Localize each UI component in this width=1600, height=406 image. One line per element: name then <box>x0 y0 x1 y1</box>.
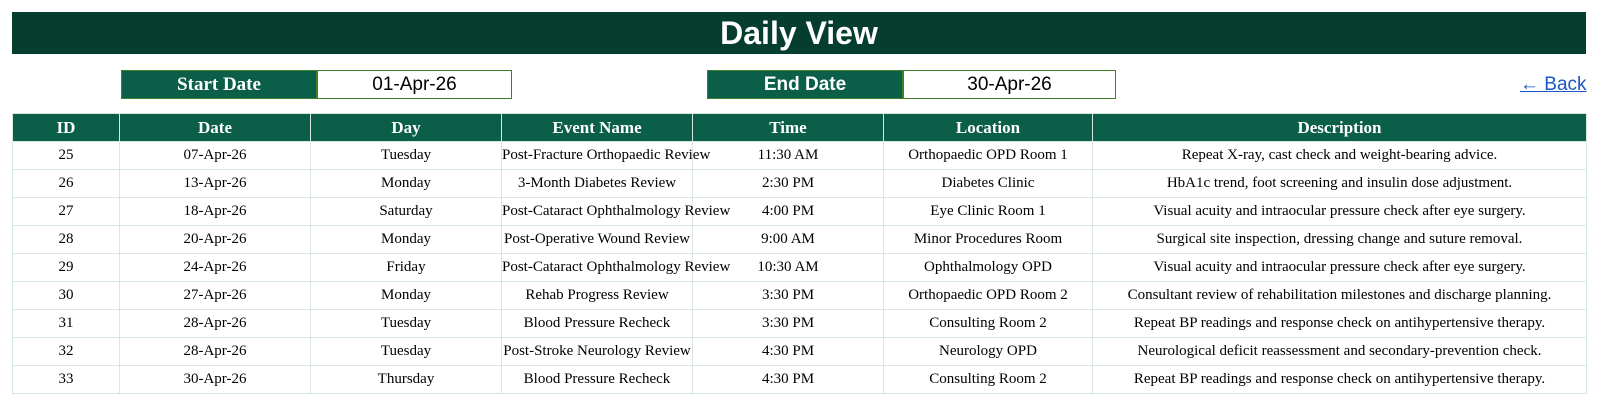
column-header-event-name[interactable]: Event Name <box>502 114 693 142</box>
cell-date[interactable]: 18-Apr-26 <box>120 198 311 226</box>
back-link[interactable]: ← Back <box>1520 74 1587 95</box>
cell-day[interactable]: Saturday <box>311 198 502 226</box>
end-date-field[interactable]: 30-Apr-26 <box>903 70 1116 99</box>
table-row[interactable] <box>13 198 1587 226</box>
cell-time[interactable]: 2:30 PM <box>693 170 884 198</box>
cell-location[interactable]: Neurology OPD <box>884 338 1093 366</box>
cell-event-name[interactable]: Rehab Progress Review <box>502 282 693 310</box>
cell-id[interactable]: 33 <box>13 366 120 394</box>
table-row[interactable] <box>13 170 1587 198</box>
cell-time[interactable]: 3:30 PM <box>693 282 884 310</box>
cell-location[interactable]: Eye Clinic Room 1 <box>884 198 1093 226</box>
cell-time[interactable]: 4:00 PM <box>693 198 884 226</box>
cell-day[interactable]: Monday <box>311 170 502 198</box>
column-header-date[interactable]: Date <box>120 114 311 142</box>
cell-event-name[interactable]: Post-Cataract Ophthalmology Review <box>502 254 693 282</box>
cell-location[interactable]: Consulting Room 2 <box>884 366 1093 394</box>
cell-day[interactable]: Thursday <box>311 366 502 394</box>
cell-location[interactable]: Orthopaedic OPD Room 1 <box>884 142 1093 170</box>
cell-description[interactable]: Visual acuity and intraocular pressure check after eye surgery. <box>1093 254 1587 282</box>
page-title: Daily View <box>12 12 1586 54</box>
cell-id[interactable]: 29 <box>13 254 120 282</box>
cell-time[interactable]: 11:30 AM <box>693 142 884 170</box>
cell-id[interactable]: 32 <box>13 338 120 366</box>
cell-event-name[interactable]: Post-Operative Wound Review <box>502 226 693 254</box>
cell-date[interactable]: 24-Apr-26 <box>120 254 311 282</box>
cell-event-name[interactable]: Blood Pressure Recheck <box>502 310 693 338</box>
cell-day[interactable]: Tuesday <box>311 142 502 170</box>
column-header-id[interactable]: ID <box>13 114 120 142</box>
cell-id[interactable]: 25 <box>13 142 120 170</box>
cell-id[interactable]: 30 <box>13 282 120 310</box>
cell-time[interactable]: 4:30 PM <box>693 338 884 366</box>
cell-event-name[interactable]: Post-Stroke Neurology Review <box>502 338 693 366</box>
cell-event-name[interactable]: Blood Pressure Recheck <box>502 366 693 394</box>
column-header-day[interactable]: Day <box>311 114 502 142</box>
cell-event-name[interactable]: 3-Month Diabetes Review <box>502 170 693 198</box>
cell-description[interactable]: Surgical site inspection, dressing change and suture removal. <box>1093 226 1587 254</box>
cell-location[interactable]: Minor Procedures Room <box>884 226 1093 254</box>
cell-time[interactable]: 4:30 PM <box>693 366 884 394</box>
cell-event-name[interactable]: Post-Fracture Orthopaedic Review <box>502 142 693 170</box>
end-date-label: End Date <box>707 70 903 99</box>
events-table <box>12 113 1587 394</box>
table-row[interactable] <box>13 338 1587 366</box>
table-row[interactable] <box>13 282 1587 310</box>
cell-description[interactable]: Repeat BP readings and response check on antihypertensive therapy. <box>1093 310 1587 338</box>
cell-date[interactable]: 27-Apr-26 <box>120 282 311 310</box>
cell-id[interactable]: 31 <box>13 310 120 338</box>
table-row[interactable] <box>13 366 1587 394</box>
column-header-location[interactable]: Location <box>884 114 1093 142</box>
cell-id[interactable]: 27 <box>13 198 120 226</box>
table-row[interactable] <box>13 142 1587 170</box>
cell-day[interactable]: Monday <box>311 282 502 310</box>
cell-location[interactable]: Diabetes Clinic <box>884 170 1093 198</box>
cell-day[interactable]: Tuesday <box>311 338 502 366</box>
cell-date[interactable]: 20-Apr-26 <box>120 226 311 254</box>
cell-description[interactable]: Repeat BP readings and response check on antihypertensive therapy. <box>1093 366 1587 394</box>
cell-location[interactable]: Ophthalmology OPD <box>884 254 1093 282</box>
cell-event-name[interactable]: Post-Cataract Ophthalmology Review <box>502 198 693 226</box>
column-header-time[interactable]: Time <box>693 114 884 142</box>
cell-day[interactable]: Monday <box>311 226 502 254</box>
table-row[interactable] <box>13 254 1587 282</box>
cell-location[interactable]: Consulting Room 2 <box>884 310 1093 338</box>
cell-date[interactable]: 13-Apr-26 <box>120 170 311 198</box>
cell-time[interactable]: 10:30 AM <box>693 254 884 282</box>
table-header-row <box>13 114 1587 142</box>
column-header-description[interactable]: Description <box>1093 114 1587 142</box>
cell-description[interactable]: Visual acuity and intraocular pressure check after eye surgery. <box>1093 198 1587 226</box>
cell-date[interactable]: 07-Apr-26 <box>120 142 311 170</box>
cell-description[interactable]: Consultant review of rehabilitation milestones and discharge planning. <box>1093 282 1587 310</box>
cell-description[interactable]: Neurological deficit reassessment and secondary-prevention check. <box>1093 338 1587 366</box>
cell-time[interactable]: 3:30 PM <box>693 310 884 338</box>
cell-date[interactable]: 28-Apr-26 <box>120 310 311 338</box>
cell-id[interactable]: 28 <box>13 226 120 254</box>
cell-location[interactable]: Orthopaedic OPD Room 2 <box>884 282 1093 310</box>
cell-description[interactable]: Repeat X-ray, cast check and weight-bearing advice. <box>1093 142 1587 170</box>
table-row[interactable] <box>13 310 1587 338</box>
cell-time[interactable]: 9:00 AM <box>693 226 884 254</box>
cell-description[interactable]: HbA1c trend, foot screening and insulin dose adjustment. <box>1093 170 1587 198</box>
cell-day[interactable]: Friday <box>311 254 502 282</box>
start-date-field[interactable]: 01-Apr-26 <box>317 70 512 99</box>
table-row[interactable] <box>13 226 1587 254</box>
start-date-label: Start Date <box>121 70 317 99</box>
cell-date[interactable]: 30-Apr-26 <box>120 366 311 394</box>
cell-day[interactable]: Tuesday <box>311 310 502 338</box>
cell-date[interactable]: 28-Apr-26 <box>120 338 311 366</box>
cell-id[interactable]: 26 <box>13 170 120 198</box>
